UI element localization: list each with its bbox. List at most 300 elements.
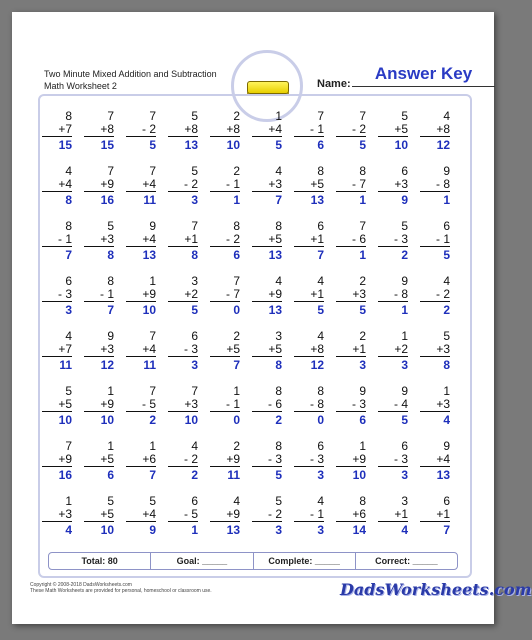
name-line (352, 85, 495, 87)
math-problem (84, 165, 114, 207)
problem-operand: +3 (420, 398, 450, 412)
problem-answer: 4 (65, 523, 72, 537)
math-problem (126, 110, 156, 152)
problem-answer: 11 (143, 193, 156, 207)
problem-top-number: 8 (275, 439, 282, 453)
problem-top-number: 7 (359, 219, 366, 233)
problem-top-number: 2 (359, 329, 366, 343)
problem-operand: +6 (126, 453, 156, 467)
problem-answer: 7 (149, 468, 156, 482)
problem-operand: +7 (42, 123, 72, 137)
problem-row (42, 385, 468, 445)
math-problem (294, 275, 324, 317)
problem-operand: - 1 (42, 233, 72, 247)
problem-answer: 12 (100, 358, 114, 372)
problem-top-number: 7 (149, 329, 156, 343)
problem-operand: - 2 (420, 288, 450, 302)
problem-operand: +3 (420, 343, 450, 357)
problem-top-number: 6 (317, 219, 324, 233)
math-problem (252, 330, 282, 372)
math-problem (294, 220, 324, 262)
problem-top-number: 6 (191, 494, 198, 508)
problem-operand: - 2 (126, 123, 156, 137)
math-problem (84, 440, 114, 482)
math-problem (336, 440, 366, 482)
answer-key-text: Answer Key (374, 64, 473, 83)
problem-answer: 5 (275, 468, 282, 482)
problem-operand: - 2 (168, 178, 198, 192)
problem-answer: 15 (100, 138, 114, 152)
problem-answer: 5 (275, 138, 282, 152)
problem-row (42, 110, 468, 170)
math-problem (210, 330, 240, 372)
problem-top-number: 1 (107, 384, 114, 398)
problem-answer: 5 (191, 303, 198, 317)
math-problem (336, 110, 366, 152)
problem-top-number: 1 (443, 384, 450, 398)
problem-top-number: 1 (107, 439, 114, 453)
problem-top-number: 3 (275, 329, 282, 343)
problem-answer: 6 (233, 248, 240, 262)
problem-answer: 3 (401, 358, 408, 372)
problem-answer: 2 (401, 248, 408, 262)
problem-operand: +4 (252, 123, 282, 137)
copyright-line-2: These Math Worksheets are provided for personal, homeschool or classroom use. (30, 588, 212, 594)
problem-top-number: 8 (359, 164, 366, 178)
problem-answer: 1 (401, 303, 408, 317)
problem-operand: - 1 (294, 123, 324, 137)
math-problem (252, 110, 282, 152)
problem-operand: +9 (210, 453, 240, 467)
problem-top-number: 9 (443, 164, 450, 178)
problem-answer: 10 (184, 413, 198, 427)
problem-answer: 7 (107, 303, 114, 317)
math-problem (126, 275, 156, 317)
problem-top-number: 6 (317, 439, 324, 453)
problem-answer: 5 (359, 138, 366, 152)
problem-operand: - 8 (420, 178, 450, 192)
problem-answer: 14 (352, 523, 366, 537)
problem-top-number: 7 (107, 109, 114, 123)
problem-answer: 7 (275, 193, 282, 207)
problem-top-number: 9 (107, 329, 114, 343)
problem-top-number: 4 (317, 274, 324, 288)
math-problem (84, 495, 114, 537)
problem-answer: 1 (443, 193, 450, 207)
math-problem (420, 330, 450, 372)
problem-answer: 0 (317, 413, 324, 427)
problem-operand: +3 (378, 178, 408, 192)
problem-top-number: 7 (317, 109, 324, 123)
problem-operand: - 3 (336, 398, 366, 412)
problem-operand: - 7 (336, 178, 366, 192)
problem-operand: +5 (252, 233, 282, 247)
math-problem (336, 495, 366, 537)
math-problem (420, 495, 450, 537)
math-problem (294, 385, 324, 427)
problem-operand: +9 (84, 398, 114, 412)
problem-answer: 4 (401, 523, 408, 537)
problem-answer: 5 (359, 303, 366, 317)
problem-top-number: 6 (65, 274, 72, 288)
problem-answer: 7 (65, 248, 72, 262)
math-problem (84, 385, 114, 427)
problem-operand: - 2 (336, 123, 366, 137)
math-problem (294, 110, 324, 152)
problem-answer: 11 (143, 358, 156, 372)
problem-answer: 1 (233, 193, 240, 207)
problem-answer: 8 (191, 248, 198, 262)
math-problem (126, 385, 156, 427)
problem-answer: 0 (233, 413, 240, 427)
problem-answer: 13 (184, 138, 198, 152)
problem-top-number: 5 (107, 219, 114, 233)
score-footer (48, 552, 458, 570)
problem-answer: 3 (401, 468, 408, 482)
problem-top-number: 8 (317, 164, 324, 178)
problem-top-number: 4 (443, 109, 450, 123)
math-problem (126, 220, 156, 262)
title-line-1: Two Minute Mixed Addition and Subtraction (44, 69, 217, 79)
problem-top-number: 6 (401, 164, 408, 178)
math-problem (168, 495, 198, 537)
problem-top-number: 7 (149, 164, 156, 178)
math-problem (252, 165, 282, 207)
problem-top-number: 3 (401, 494, 408, 508)
problem-top-number: 1 (401, 329, 408, 343)
problem-answer: 10 (394, 138, 408, 152)
problem-answer: 8 (107, 248, 114, 262)
math-problem (210, 110, 240, 152)
problem-answer: 13 (226, 523, 240, 537)
math-problem (420, 110, 450, 152)
problem-operand: +5 (84, 453, 114, 467)
problem-operand: +4 (126, 178, 156, 192)
goal-cell: Goal: _____ (151, 553, 253, 569)
problem-operand: - 3 (378, 453, 408, 467)
problem-top-number: 9 (401, 274, 408, 288)
math-problem (420, 165, 450, 207)
problem-top-number: 4 (191, 439, 198, 453)
problem-top-number: 9 (149, 219, 156, 233)
problem-operand: +5 (210, 343, 240, 357)
math-problem (210, 165, 240, 207)
problem-answer: 16 (58, 468, 72, 482)
math-problem (168, 330, 198, 372)
problem-operand: - 6 (336, 233, 366, 247)
math-problem (126, 165, 156, 207)
problem-answer: 13 (268, 303, 282, 317)
problem-operand: - 2 (168, 453, 198, 467)
problem-answer: 11 (59, 358, 72, 372)
problem-operand: - 5 (126, 398, 156, 412)
problem-operand: +3 (84, 233, 114, 247)
problem-answer: 7 (443, 523, 450, 537)
problem-top-number: 4 (317, 329, 324, 343)
name-label: Name: (317, 78, 351, 90)
problem-top-number: 5 (275, 494, 282, 508)
problem-top-number: 7 (107, 164, 114, 178)
problem-operand: +8 (168, 123, 198, 137)
problem-top-number: 8 (359, 494, 366, 508)
problem-top-number: 7 (233, 274, 240, 288)
problem-top-number: 5 (191, 109, 198, 123)
problem-operand: +1 (294, 233, 324, 247)
problem-top-number: 1 (275, 109, 282, 123)
problem-row (42, 495, 468, 555)
math-problem (420, 275, 450, 317)
math-problem (294, 165, 324, 207)
problem-top-number: 9 (443, 439, 450, 453)
problem-answer: 10 (226, 138, 240, 152)
problem-answer: 6 (107, 468, 114, 482)
problem-answer: 3 (359, 358, 366, 372)
problem-row (42, 440, 468, 500)
math-problem (378, 440, 408, 482)
problem-operand: +4 (126, 508, 156, 522)
problem-operand: +9 (42, 453, 72, 467)
problem-top-number: 2 (233, 439, 240, 453)
problem-answer: 6 (359, 413, 366, 427)
problem-top-number: 5 (401, 109, 408, 123)
problem-top-number: 1 (65, 494, 72, 508)
math-problem (84, 275, 114, 317)
math-problem (294, 495, 324, 537)
math-problem (42, 440, 72, 482)
problem-operand: - 5 (168, 508, 198, 522)
problem-operand: - 2 (210, 233, 240, 247)
problem-top-number: 1 (359, 439, 366, 453)
problem-operand: +3 (336, 288, 366, 302)
problem-answer: 8 (275, 358, 282, 372)
problem-answer: 13 (436, 468, 450, 482)
math-problem (378, 495, 408, 537)
problem-answer: 13 (310, 193, 324, 207)
problem-top-number: 7 (149, 384, 156, 398)
problem-operand: +1 (420, 508, 450, 522)
worksheet-title (44, 68, 234, 92)
problem-operand: +6 (336, 508, 366, 522)
problem-operand: +8 (84, 123, 114, 137)
problem-operand: +1 (168, 233, 198, 247)
problem-answer: 3 (191, 358, 198, 372)
problem-operand: +5 (378, 123, 408, 137)
problem-operand: - 1 (210, 178, 240, 192)
problem-answer: 12 (436, 138, 450, 152)
math-problem (252, 220, 282, 262)
math-problem (42, 275, 72, 317)
math-problem (42, 495, 72, 537)
math-problem (168, 275, 198, 317)
problem-operand: +9 (336, 453, 366, 467)
math-problem (42, 110, 72, 152)
math-problem (378, 165, 408, 207)
problem-operand: +5 (42, 398, 72, 412)
problem-top-number: 7 (191, 384, 198, 398)
problem-answer: 7 (317, 248, 324, 262)
problem-answer: 5 (401, 413, 408, 427)
math-problem (336, 220, 366, 262)
problem-answer: 3 (275, 523, 282, 537)
problem-answer: 3 (191, 193, 198, 207)
math-problem (168, 110, 198, 152)
problem-top-number: 4 (233, 494, 240, 508)
problem-top-number: 1 (233, 384, 240, 398)
math-problem (252, 385, 282, 427)
math-problem (210, 220, 240, 262)
math-problem (84, 330, 114, 372)
problem-operand: - 3 (42, 288, 72, 302)
problem-operand: +4 (42, 178, 72, 192)
problem-top-number: 2 (233, 164, 240, 178)
math-problem (168, 165, 198, 207)
problem-answer: 1 (359, 193, 366, 207)
problem-answer: 3 (317, 523, 324, 537)
problem-operand: - 1 (420, 233, 450, 247)
problem-answer: 1 (191, 523, 198, 537)
problem-top-number: 4 (443, 274, 450, 288)
problem-answer: 8 (443, 358, 450, 372)
problem-top-number: 6 (443, 494, 450, 508)
problem-operand: +1 (378, 508, 408, 522)
math-problem (252, 440, 282, 482)
problem-answer: 3 (65, 303, 72, 317)
problem-answer: 16 (100, 193, 114, 207)
problem-answer: 0 (233, 303, 240, 317)
math-problem (210, 275, 240, 317)
problem-top-number: 7 (359, 109, 366, 123)
problem-top-number: 4 (275, 274, 282, 288)
problem-answer: 5 (443, 248, 450, 262)
problem-top-number: 3 (191, 274, 198, 288)
problem-top-number: 7 (65, 439, 72, 453)
problem-answer: 10 (352, 468, 366, 482)
problem-operand: - 1 (210, 398, 240, 412)
problem-top-number: 5 (149, 494, 156, 508)
problem-top-number: 8 (275, 219, 282, 233)
problem-operand: +3 (252, 178, 282, 192)
dadsworksheets-logo: DadsWorksheets.com (340, 580, 532, 599)
problem-top-number: 5 (65, 384, 72, 398)
problem-operand: +1 (336, 343, 366, 357)
problem-top-number: 5 (107, 494, 114, 508)
problem-operand: +3 (168, 398, 198, 412)
problem-operand: +4 (420, 453, 450, 467)
math-problem (252, 275, 282, 317)
problem-answer: 10 (142, 303, 156, 317)
problem-operand: - 3 (294, 453, 324, 467)
problem-row (42, 275, 468, 335)
problem-top-number: 7 (149, 109, 156, 123)
problem-top-number: 6 (401, 439, 408, 453)
math-problem (336, 385, 366, 427)
problem-top-number: 5 (443, 329, 450, 343)
problem-operand: - 4 (378, 398, 408, 412)
problem-operand: +9 (84, 178, 114, 192)
problem-operand: +9 (210, 508, 240, 522)
problem-answer: 3 (317, 468, 324, 482)
problem-answer: 8 (65, 193, 72, 207)
problem-top-number: 1 (149, 274, 156, 288)
problem-top-number: 9 (401, 384, 408, 398)
problem-answer: 13 (142, 248, 156, 262)
problem-answer: 11 (227, 468, 240, 482)
copyright-line-1: Copyright © 2008-2018 DadsWorksheets.com (30, 582, 132, 588)
problem-operand: - 7 (210, 288, 240, 302)
problem-answer: 2 (191, 468, 198, 482)
problem-answer: 13 (268, 248, 282, 262)
problem-top-number: 2 (233, 329, 240, 343)
problem-operand: +5 (252, 343, 282, 357)
problem-operand: - 3 (378, 233, 408, 247)
math-problem (168, 440, 198, 482)
math-problem (378, 385, 408, 427)
problem-operand: +2 (378, 343, 408, 357)
math-problem (42, 330, 72, 372)
problem-top-number: 4 (317, 494, 324, 508)
math-problem (168, 220, 198, 262)
problem-operand: - 6 (252, 398, 282, 412)
title-line-2: Math Worksheet 2 (44, 81, 117, 91)
problem-operand: - 3 (168, 343, 198, 357)
problem-answer: 15 (58, 138, 72, 152)
problem-answer: 2 (443, 303, 450, 317)
problem-operand: +5 (84, 508, 114, 522)
math-problem (126, 440, 156, 482)
problem-operand: +8 (294, 343, 324, 357)
problem-operand: - 1 (84, 288, 114, 302)
math-problem (378, 330, 408, 372)
math-problem (336, 275, 366, 317)
problem-top-number: 1 (149, 439, 156, 453)
problem-operand: +3 (84, 343, 114, 357)
math-problem (84, 110, 114, 152)
math-problem (294, 440, 324, 482)
problem-operand: - 8 (294, 398, 324, 412)
math-problem (210, 385, 240, 427)
math-problem (126, 330, 156, 372)
math-problem (168, 385, 198, 427)
problem-operand: +8 (210, 123, 240, 137)
problem-top-number: 2 (233, 109, 240, 123)
problem-top-number: 5 (191, 164, 198, 178)
problem-answer: 9 (149, 523, 156, 537)
math-problem (126, 495, 156, 537)
problem-operand: - 1 (294, 508, 324, 522)
correct-cell: Correct: _____ (375, 556, 438, 566)
problem-operand: +3 (42, 508, 72, 522)
problem-operand: +9 (252, 288, 282, 302)
problem-answer: 6 (317, 138, 324, 152)
problem-top-number: 7 (191, 219, 198, 233)
problem-answer: 7 (233, 358, 240, 372)
math-problem (210, 440, 240, 482)
math-problem (294, 330, 324, 372)
problem-operand: +8 (420, 123, 450, 137)
problem-row (42, 220, 468, 280)
math-problem (378, 220, 408, 262)
problem-answer: 2 (149, 413, 156, 427)
problem-top-number: 8 (65, 219, 72, 233)
problem-operand: +4 (126, 343, 156, 357)
problem-answer: 2 (275, 413, 282, 427)
problem-top-number: 5 (401, 219, 408, 233)
problem-operand: +7 (42, 343, 72, 357)
problem-answer: 10 (58, 413, 72, 427)
problem-answer: 10 (100, 413, 114, 427)
math-problem (42, 220, 72, 262)
problem-top-number: 8 (317, 384, 324, 398)
